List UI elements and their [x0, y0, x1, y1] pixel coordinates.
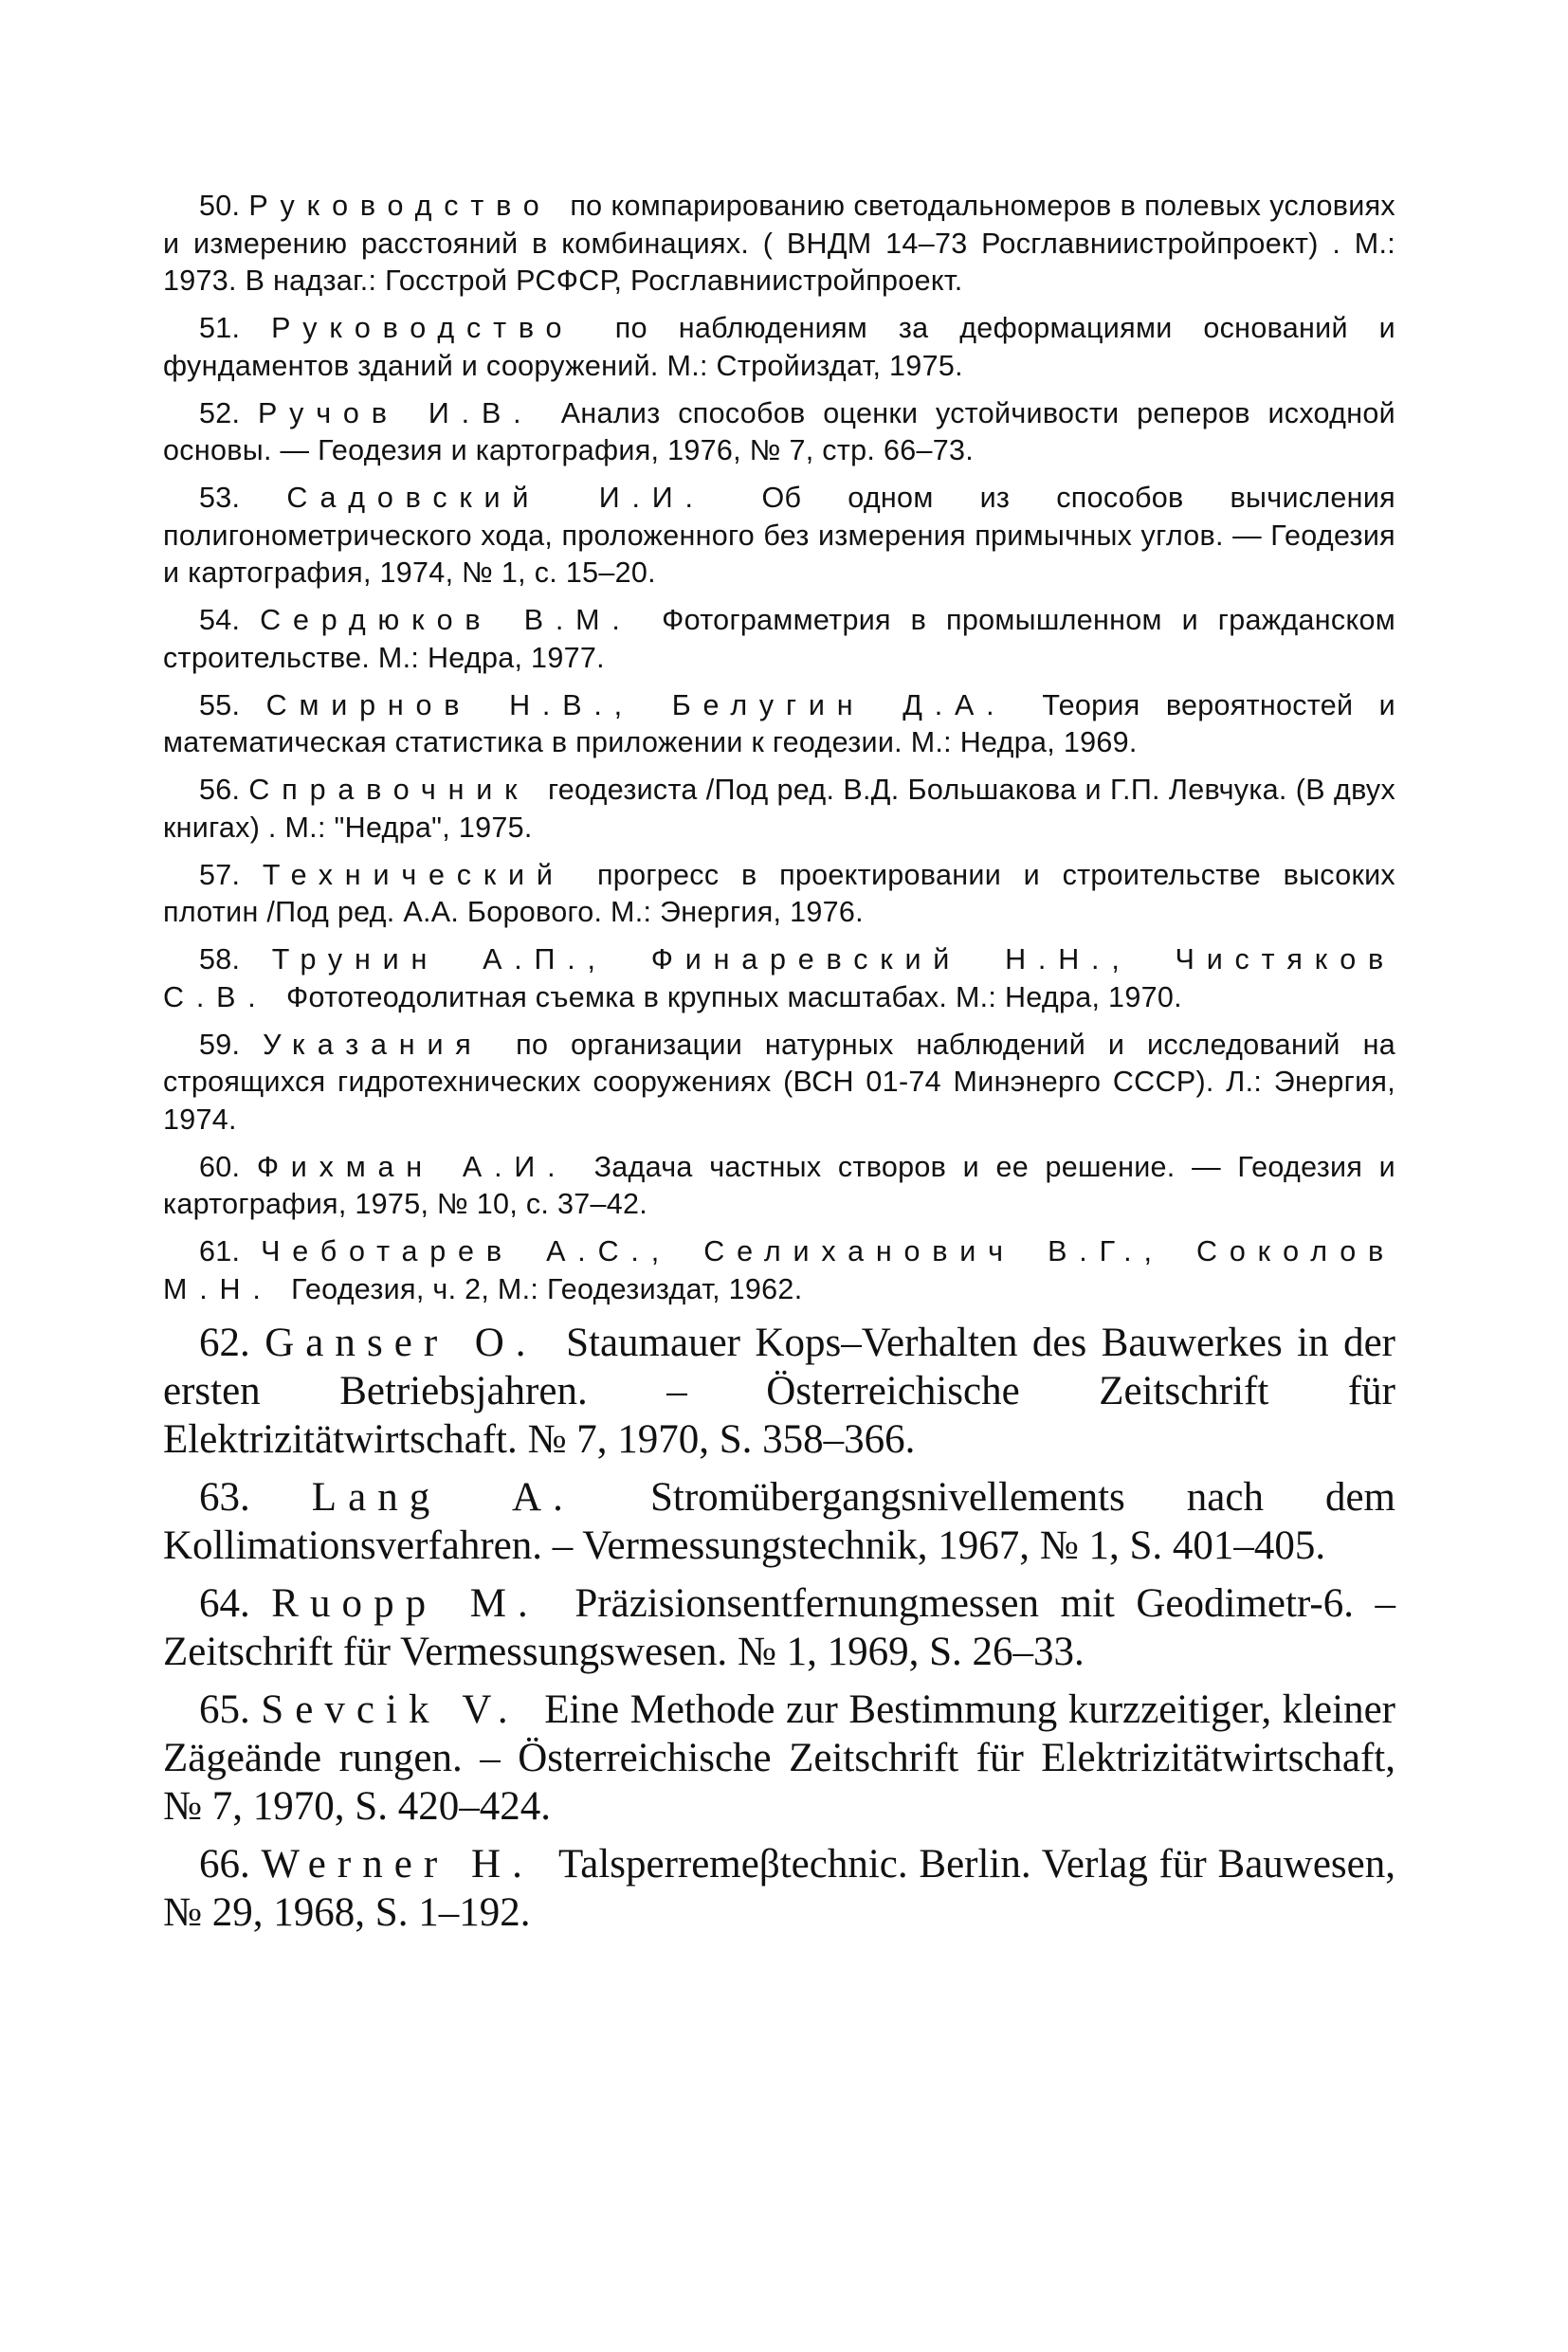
- reference-author: Сердюков В.М.: [260, 604, 632, 636]
- reference-author: Чеботарев А.С., Селиханович В.Г., Соколов М.Н.: [163, 1235, 1395, 1305]
- reference-entry: [163, 1840, 1395, 1937]
- reference-author: Ruopp M.: [271, 1580, 539, 1626]
- reference-number: 51.: [199, 312, 241, 344]
- reference-text: Talsperremeβtechnic. Berlin. Verlag für Bauwesen, № 29, 1968, S. 1–192.: [163, 1841, 1395, 1935]
- reference-entry: [163, 1473, 1395, 1570]
- reference-number: 60.: [199, 1150, 241, 1183]
- reference-list: [163, 188, 1395, 1946]
- reference-text: Задача частных створов и ее решение. — Геодезия и картография, 1975, № 10, с. 37–42.: [163, 1150, 1395, 1220]
- reference-author: Технический: [262, 858, 565, 891]
- reference-text: по наблюдениям за деформациями оснований и фундаментов зданий и сооружений. М.: Стройиздат, 1975.: [163, 312, 1395, 382]
- reference-number: 66.: [199, 1841, 250, 1887]
- reference-author: Садовский И.И.: [286, 482, 705, 514]
- reference-entry: [163, 1319, 1395, 1464]
- reference-entry: [163, 602, 1395, 677]
- reference-entry: [163, 480, 1395, 593]
- reference-entry: [163, 1233, 1395, 1308]
- reference-entry: [163, 310, 1395, 385]
- reference-entry: [163, 1027, 1395, 1140]
- reference-number: 55.: [199, 688, 241, 721]
- reference-text: Stromübergangsnivellements nach dem Kollimationsverfahren. – Vermessungstechnik, 1967, № 1, S. 401–405.: [163, 1474, 1396, 1568]
- reference-entry: [163, 941, 1395, 1016]
- reference-number: 65.: [199, 1687, 250, 1732]
- reference-number: 64.: [199, 1580, 250, 1626]
- reference-number: 52.: [199, 396, 241, 429]
- reference-entry: [163, 1686, 1395, 1831]
- reference-entry: [163, 687, 1395, 762]
- reference-entry: [163, 188, 1395, 301]
- reference-number: 63.: [199, 1474, 250, 1520]
- reference-number: 62.: [199, 1320, 250, 1365]
- reference-text: Eine Methode zur Bestimmung kurzzeitiger, kleiner Zägeände rungen. – Österreichische Zeitschrift für Elektrizitätwirtschaft, № 7, 1970, S. 420–424.: [163, 1687, 1395, 1829]
- reference-author: Ganser O.: [264, 1320, 538, 1365]
- reference-entry: [163, 1149, 1395, 1224]
- reference-author: Sevcik V.: [261, 1687, 520, 1732]
- reference-author: Справочник: [248, 774, 530, 806]
- reference-text: Геодезия, ч. 2, М.: Геодезиздат, 1962.: [291, 1272, 803, 1305]
- reference-text: по компарированию светодальномеров в полевых условиях и измерению расстояний в комбинациях. ( ВНДМ 14–73 Росглавниистройпроект) . М.: 1973. В надзаг.: Госстрой РСФСР, Росглавниистройпроект.: [163, 190, 1395, 297]
- reference-number: 56.: [199, 774, 241, 806]
- reference-text: Фотограмметрия в промышленном и гражданском строительстве. М.: Недра, 1977.: [163, 604, 1395, 674]
- reference-author: Указания: [263, 1028, 483, 1061]
- reference-text: по организации натурных наблюдений и исследований на строящихся гидротехнических сооружениях (ВСН 01-74 Минэнерго СССР). Л.: Энергия, 1974.: [163, 1028, 1396, 1136]
- reference-text: Об одном из способов вычисления полигонометрического хода, проложенного без измерения примычных углов. — Геодезия и картография, 1974, № 1, с. 15–20.: [163, 482, 1395, 589]
- reference-entry: [163, 395, 1395, 470]
- reference-author: Lang A.: [311, 1474, 574, 1520]
- reference-entry: [163, 1579, 1395, 1676]
- reference-number: 53.: [199, 482, 241, 514]
- reference-number: 61.: [199, 1235, 241, 1267]
- reference-text: Staumauer Kops–Verhalten des Bauwerkes in der ersten Betriebsjahren. – Österreichische Zeitschrift für Elektrizitätwirtschaft. № 7, 1970, S. 358–366.: [163, 1320, 1395, 1462]
- reference-number: 58.: [199, 943, 241, 975]
- reference-author: Фихман А.И.: [256, 1150, 568, 1183]
- reference-entry: [163, 857, 1395, 932]
- reference-number: 57.: [199, 858, 241, 891]
- reference-text: геодезиста /Под ред. В.Д. Большакова и Г.П. Левчука. (В двух книгах) . М.: "Недра", 1975.: [163, 774, 1396, 844]
- reference-author: Ручов И.В.: [258, 396, 534, 429]
- reference-text: Фототеодолитная съемка в крупных масштабах. М.: Недра, 1970.: [286, 980, 1182, 1013]
- reference-text: Анализ способов оценки устойчивости реперов исходной основы. — Геодезия и картография, 1976, № 7, стр. 66–73.: [163, 396, 1395, 466]
- reference-author: Трунин А.П., Финаревский Н.Н., Чистяков С.В.: [163, 943, 1395, 1013]
- reference-author: Werner H.: [261, 1841, 534, 1887]
- reference-author: Руководство: [248, 190, 552, 222]
- reference-author: Смирнов Н.В., Белугин Д.А.: [265, 688, 1007, 721]
- reference-entry: [163, 772, 1395, 847]
- reference-number: 50.: [199, 190, 241, 222]
- reference-text: Теория вероятностей и математическая статистика в приложении к геодезии. М.: Недра, 1969.: [163, 688, 1395, 758]
- reference-number: 54.: [199, 604, 241, 636]
- reference-text: Präzisionsentfernungmessen mit Geodimetr-6. – Zeitschrift für Vermessungswesen. № 1, 1969, S. 26–33.: [163, 1580, 1395, 1674]
- reference-text: прогресс в проектировании и строительстве высоких плотин /Под ред. А.А. Борового. М.: Энергия, 1976.: [163, 858, 1395, 928]
- reference-number: 59.: [199, 1028, 241, 1061]
- reference-author: Руководство: [271, 312, 574, 344]
